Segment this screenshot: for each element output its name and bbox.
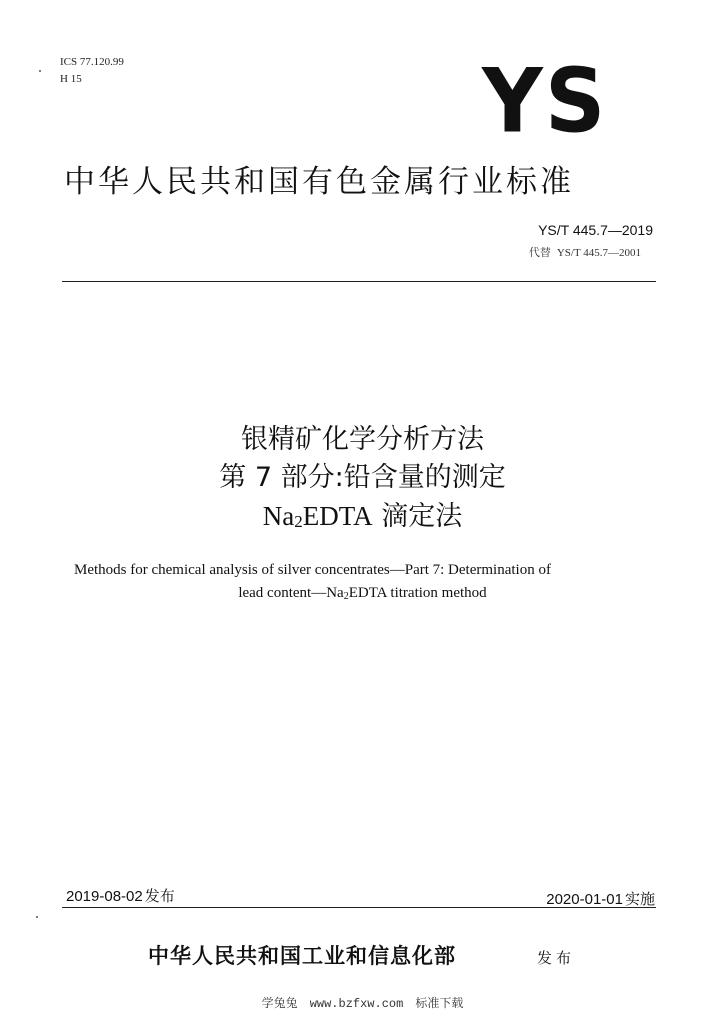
implementation-date-label: 实施	[624, 890, 655, 908]
issuing-authority: 中华人民共和国工业和信息化部	[148, 943, 456, 968]
issue-date	[66, 885, 175, 906]
implementation-date-value: 2020-01-01	[546, 891, 623, 908]
issue-date-value: 2019-08-02	[66, 888, 143, 905]
ics-code: ICS 77.120.99	[60, 56, 124, 68]
issuing-action: 发布	[537, 949, 576, 967]
replaces-code: YS/T 445.7—2001	[556, 247, 641, 259]
implementation-date	[546, 888, 655, 909]
footer-tagline: 标准下载	[415, 996, 464, 1010]
ccs-code: H 15	[60, 73, 82, 85]
footer-watermark	[0, 994, 725, 1011]
title-en-line-2	[0, 581, 725, 609]
standard-category-title: 中华人民共和国有色金属行业标准	[64, 164, 574, 200]
replaces-label: 代替	[528, 247, 551, 259]
footer-url[interactable]: www.bzfxw.com	[309, 997, 404, 1011]
footer-site-name: 学兔兔	[261, 996, 298, 1010]
title-cn-formula-mid: EDTA	[302, 501, 373, 531]
title-en-sub: 2	[343, 591, 349, 602]
standard-number: YS/T 445.7—2019	[538, 222, 653, 238]
title-en-pre: lead content—Na	[238, 585, 344, 601]
classification-codes	[60, 54, 124, 88]
replaces-note	[523, 244, 641, 260]
title-cn-method: 滴定法	[372, 501, 463, 532]
title-cn-formula-pre: Na	[262, 501, 295, 531]
scan-speck	[39, 70, 41, 72]
title-cn-line-1: 银精矿化学分析方法	[241, 424, 484, 455]
title-cn-line-2: 第 7 部分:铅含量的测定	[219, 462, 506, 493]
top-divider	[62, 281, 656, 282]
scan-speck	[36, 916, 38, 918]
title-cn-line-3	[0, 494, 725, 533]
issue-date-label: 发布	[144, 887, 175, 905]
ys-logo: YS	[482, 49, 608, 153]
title-en-post: EDTA titration method	[348, 585, 487, 601]
title-cn-formula-sub: 2	[294, 512, 303, 531]
bottom-divider	[62, 907, 656, 908]
title-en-line-1: Methods for chemical analysis of silver concentrates—Part 7: Determination of	[74, 562, 551, 578]
